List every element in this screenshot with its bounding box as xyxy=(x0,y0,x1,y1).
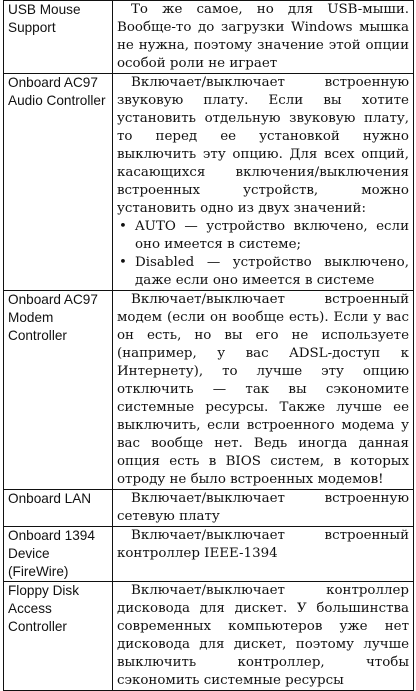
list-item-text: Disabled — устройство выключено, даже если оно имеется в системе xyxy=(135,255,409,288)
list-item-text: AUTO — устройство включено, если оно имеется в системе; xyxy=(135,219,409,252)
option-description xyxy=(113,291,414,490)
list-item xyxy=(117,218,409,254)
table-row xyxy=(4,582,414,691)
option-description xyxy=(113,490,414,527)
description-text: Включает/выключает встроенный контроллер IEEE-1394 xyxy=(117,528,409,561)
option-description xyxy=(113,1,414,74)
list-item xyxy=(117,254,409,290)
description-text: Включает/выключает встроенную сетевую плату xyxy=(117,491,409,524)
bullet-marker: • xyxy=(119,255,127,270)
bios-options-table xyxy=(3,0,414,691)
option-description xyxy=(113,74,414,291)
table-row xyxy=(4,291,414,490)
bullet-marker: • xyxy=(119,219,127,234)
option-name: Floppy Disk Access Controller xyxy=(4,582,113,691)
description-text: То же самое, но для USB-мыши. Вообще-то до загрузки Windows мышка не нужна, поэтому значение этой опции особой роли не играет xyxy=(117,2,409,71)
option-name: USB Mouse Support xyxy=(4,1,113,74)
description-text: Включает/выключает контроллер дисковода для дискет. У большинства современных компьютеров уже нет дисковода для дискет, поэтому лучше выключить контроллер, чтобы сэкономить системные ресурсы xyxy=(117,583,409,688)
description-text: Включает/выключает встроенный модем (если он вообще есть). Если у вас он есть, но вы его не используете (например, у вас ADSL-доступ к Интернету), то лучше эту опцию отключить — так вы сэкономите системные ресурсы. Также лучше ее выключить, если встроенного модема у вас вообще нет. Ведь иногда данная опция есть в BIOS систем, в которых отроду не было встроенных модемов! xyxy=(117,292,409,487)
table-row xyxy=(4,527,414,582)
table-row xyxy=(4,1,414,74)
values-list xyxy=(117,218,409,290)
option-description xyxy=(113,527,414,582)
table-row xyxy=(4,490,414,527)
option-name: Onboard 1394 Device (FireWire) xyxy=(4,527,113,582)
option-name: Onboard LAN xyxy=(4,490,113,527)
option-name: Onboard AC97 Modem Controller xyxy=(4,291,113,490)
table-row xyxy=(4,74,414,291)
option-description xyxy=(113,582,414,691)
option-name: Onboard AC97 Audio Controller xyxy=(4,74,113,291)
description-text: Включает/выключает встроенную звуковую плату. Если вы хотите установить отдельную звуковую плату, то перед ее установкой нужно выключить эту опцию. Для всех опций, касающихся включения/выключения встроенных устройств, можно установить одно из двух значений: xyxy=(117,75,409,216)
